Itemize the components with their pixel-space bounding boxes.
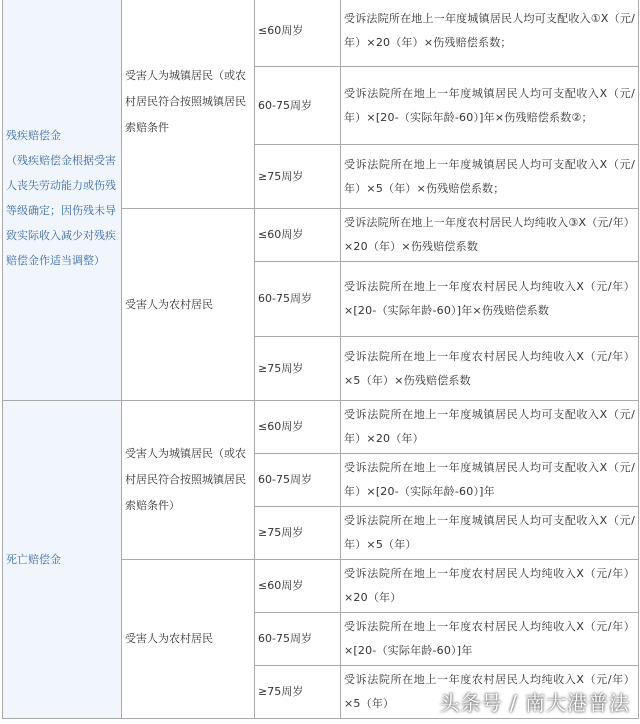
group-rural: 受害人为农村居民 [122, 209, 255, 401]
category-note: （残疾赔偿金根据受害人丧失劳动能力或伤残等级确定；因伤残未导致实际收入减少对残疾赔偿金作适当调整） [6, 153, 116, 267]
formula-cell: 受诉法院所在地上一年度农村居民人均纯收入③X（元/年）×20（年）×伤残赔偿系数 [341, 209, 639, 262]
age-cell: 60-75周岁 [255, 613, 341, 666]
age-cell: ≤60周岁 [255, 209, 341, 262]
group-urban: 受害人为城镇居民（或农村居民符合按照城镇居民索赔条件） [122, 401, 255, 560]
table-row [3, 0, 639, 67]
formula-cell: 受诉法院所在地上一年度农村居民人均纯收入X（元/年）×5（年）×伤残赔偿系数 [341, 337, 639, 401]
age-cell: 60-75周岁 [255, 262, 341, 337]
age-cell: ≤60周岁 [255, 0, 341, 67]
age-cell: ≥75周岁 [255, 145, 341, 209]
age-cell: ≥75周岁 [255, 337, 341, 401]
formula-cell: 受诉法院所在地上一年度农村居民人均纯收入X（元/年）×20（年） [341, 560, 639, 613]
table-row [3, 401, 639, 454]
formula-cell: 受诉法院所在地上一年度城镇居民人均可支配收入X（元/年）×[20-（实际年龄-60）]年 [341, 454, 639, 507]
age-cell: 60-75周岁 [255, 67, 341, 145]
compensation-table [2, 0, 639, 719]
formula-cell: 受诉法院所在地上一年度城镇居民人均可支配收入X（元/年）×5（年） [341, 507, 639, 560]
category-disability [3, 0, 122, 401]
group-rural: 受害人为农村居民 [122, 560, 255, 719]
age-cell: ≥75周岁 [255, 666, 341, 719]
formula-cell: 受诉法院所在地上一年度农村居民人均纯收入X（元/年）×[20-（实际年龄-60）]年×伤残赔偿系数 [341, 262, 639, 337]
category-title: 残疾赔偿金 [6, 128, 61, 142]
formula-cell: 受诉法院所在地上一年度城镇居民人均可支配收入X（元/年）×[20-（实际年龄-60）]年×伤残赔偿系数②； [341, 67, 639, 145]
age-cell: ≤60周岁 [255, 401, 341, 454]
age-cell: 60-75周岁 [255, 454, 341, 507]
formula-cell: 受诉法院所在地上一年度农村居民人均纯收入X（元/年）×5（年） [341, 666, 639, 719]
formula-cell: 受诉法院所在地上一年度城镇居民人均可支配收入①X（元/年）×20（年）×伤残赔偿系数； [341, 0, 639, 67]
formula-cell: 受诉法院所在地上一年度城镇居民人均可支配收入X（元/年）×20（年） [341, 401, 639, 454]
watermark: 头条号 / 南大港普法 [439, 691, 630, 715]
age-cell: ≥75周岁 [255, 507, 341, 560]
formula-cell: 受诉法院所在地上一年度农村居民人均纯收入X（元/年）×[20-（实际年龄-60）]年 [341, 613, 639, 666]
group-urban: 受害人为城镇居民（或农村居民符合按照城镇居民索赔条件 [122, 0, 255, 209]
age-cell: ≤60周岁 [255, 560, 341, 613]
formula-cell: 受诉法院所在地上一年度城镇居民人均可支配收入X（元/年）×5（年）×伤残赔偿系数； [341, 145, 639, 209]
category-death: 死亡赔偿金 [3, 401, 122, 719]
